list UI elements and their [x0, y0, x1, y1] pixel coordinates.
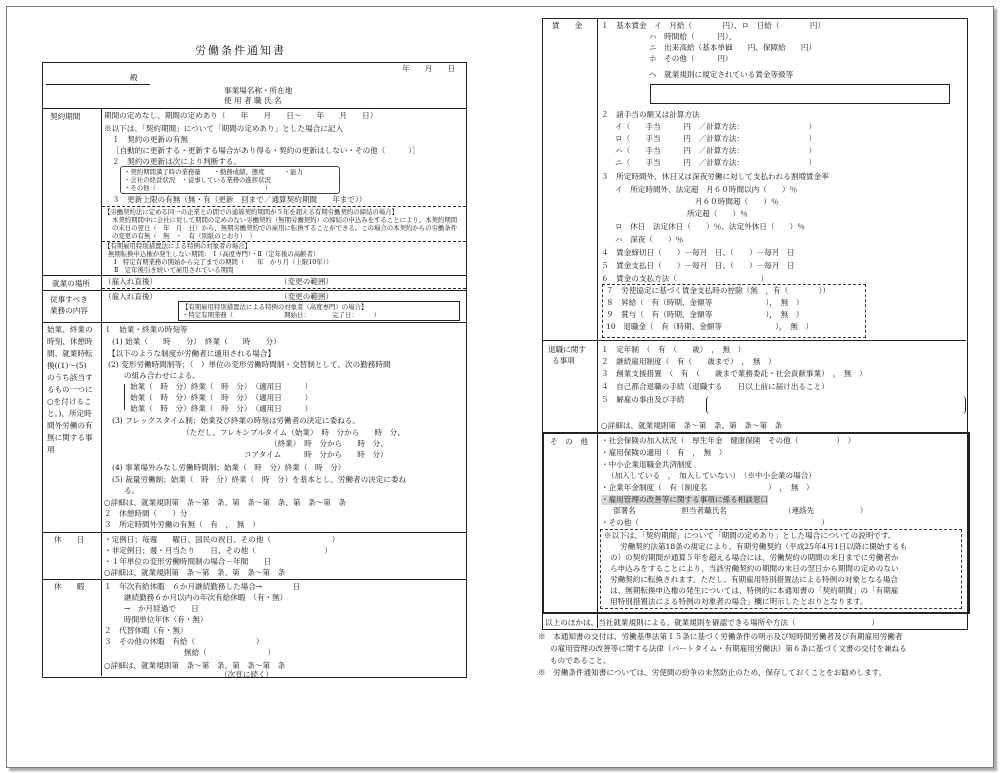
leave-line: １ 年次有給休暇 ６か月継続勤務した場合→ 日 — [104, 582, 301, 591]
wage-line: ３ 所定時間外、休日又は深夜労働に対して支払われる割増賃金率 — [601, 172, 829, 181]
wage-line: ハ（ 手当 円 ／計算方法： ） — [615, 146, 817, 155]
place-line: （雇入れ直後） — [104, 277, 158, 286]
footer-line: 以上のほかは、当社就業規則による。就業規則を確認できる場所や方法（ ） — [545, 618, 880, 627]
hours-heading: るもの一つに — [47, 385, 93, 394]
hours-line: 始業（ 時 分）終業（ 時 分） （適用日 ） — [130, 382, 313, 391]
wage-line: ８ 昇給（ 有（時期、金額等 ）， 無 ） — [606, 298, 804, 307]
contract-note-line: Ⅱ 定年後引き続いて雇用されている期間 — [114, 266, 234, 274]
note-line: 労働契約に転換されます。ただし、有期雇用特別措置法による特例の対象となる場合 — [610, 575, 898, 584]
wage-grade-input[interactable] — [650, 84, 950, 104]
note-line: 労働契約法第18条の規定により、有期労働契約（平成25年4月1日以降に開始するも — [620, 542, 908, 551]
hours-heading: 無に関する事 — [47, 433, 93, 442]
wage-line: イ 所定時間外、法定超 月６０時間以内（ ）％ — [615, 185, 798, 194]
document-title: 労働条件通知書 — [195, 44, 286, 57]
duty-special-box — [178, 301, 460, 321]
retire-heading: 退職に関す — [548, 345, 586, 354]
contract-note-line: Ⅰ 特定有期業務の開始から完了までの期間（ 年 かり月（上限10年）） — [114, 258, 333, 266]
hours-line: (3) フレックスタイム制；始業及び終業の時刻は労働者の決定に委ねる。 — [112, 416, 360, 425]
row-line — [42, 275, 466, 276]
contract-note-line: 【労働契約法に定める同一の企業との間での通算契約期間が５年を超える有期労働契約の締結の場合】 — [104, 208, 398, 216]
row-line — [102, 288, 466, 289]
other-line: 部署名 担当者職氏名 （連絡先 ） — [613, 506, 868, 515]
hours-heading: 項 — [47, 445, 55, 454]
wage-line: 所定超（ ）％ — [687, 209, 748, 218]
row-line — [42, 579, 466, 580]
contract-line: ・契約期間満了時の業務量 ・勤務成績、態度 ・能力 — [124, 168, 303, 176]
contract-line: １ 契約の更新の有無 — [112, 135, 188, 144]
other-line: （加入している ， 加入していない） （※中小企業の場合） — [607, 471, 816, 480]
footer-line: ※ 労働条件通知書については、労使間の紛争の未然防止のため、保存しておくことをお勧めします。 — [538, 668, 887, 677]
leave-line: 時間単位年休（有・無） — [124, 615, 208, 624]
shift-bracket — [124, 384, 125, 410]
hours-line: （終業） 時 分から 時 分、 — [270, 439, 388, 448]
renewal-criteria-bracket — [120, 166, 340, 194]
note-line: ※以下は、「契約期間」について「期間の定めあり」とした場合についての説明です。 — [604, 531, 896, 540]
hours-line: ３ 所定時間外労働の有無（ 有 ， 無 ） — [104, 520, 260, 529]
hours-heading: と。)、所定時 — [47, 409, 92, 418]
wage-line: ハ 時間給（ 円）、 — [649, 32, 737, 41]
leave-line: 継続勤務６か月以内の年次有給休暇 （有・無） — [124, 593, 288, 602]
retire-line: ５ 解雇の事由及び手続 — [601, 395, 685, 404]
other-line: ・企業年金制度（ 有（制度名 ） ， 無 ） — [601, 483, 814, 492]
wage-line: 月６０時間超（ ）％ — [695, 197, 779, 206]
hours-heading: 間外労働の有 — [47, 421, 93, 430]
note-line: の）の契約期間が通算５年を超える場合には、労働契約の期間の末日までに労働者か — [610, 553, 899, 562]
hours-line: １ 始業・終業の時刻等 — [104, 325, 188, 334]
row-line — [42, 108, 466, 109]
wage-line: ６ 賃金の支払方法（ ） — [601, 274, 769, 283]
hours-line: ２ 休憩時間（ ）分 — [104, 509, 188, 518]
contract-line: ・その他（ ） — [124, 184, 271, 192]
wage-line: ９ 賞与（ 有（時期、金額等 ）， 無 ） — [606, 310, 804, 319]
holiday-line: ・非定例日；週・月当たり 日、その他（ ） — [104, 546, 332, 555]
retire-line: ○詳細は、就業規則第 条～第 条、第 条～第 条 — [601, 421, 783, 430]
retire-line: ３ 創業支援措置 （ 有 （ 歳まで業務委託・社会貢献事業） ， 無 ） — [601, 369, 867, 378]
wage-line: 10 退職金（ 有（時期、金額等 ）， 無 ） — [606, 322, 814, 331]
hours-heading: 時刻、休憩時 — [47, 337, 93, 346]
retire-heading: る事項 — [552, 356, 575, 365]
duty-line: （変更の範囲） — [280, 292, 334, 301]
other-heading: そ の 他 — [550, 437, 588, 446]
other-line: ・社会保険の加入状況（ 厚生年金 健康保険 その他（ ） ） — [601, 436, 856, 445]
hours-line: の組み合わせによる。 — [124, 371, 200, 380]
other-line: ・雇用保険の適用（ 有 ， 無 ） — [601, 448, 727, 457]
wage-line: ロ（ 手当 円 ／計算方法： ） — [615, 134, 817, 143]
wage-line: イ（ 手当 円 ／計算方法： ） — [615, 122, 817, 131]
wage-line: ２ 諸手当の額又は計算方法 — [601, 110, 700, 119]
wage-line: ハ 深夜（ ）％ — [615, 235, 684, 244]
leave-line: 無給（ ） — [184, 648, 276, 657]
addressee-line — [46, 84, 150, 85]
holiday-heading: 休 日 — [54, 535, 85, 544]
contract-line: 期間の定めなし、期間の定めあり（ 年 月 日～ 年 月 日） — [104, 111, 378, 120]
issue-date: 年 月 日 — [402, 64, 456, 73]
duty-heading: 従事すべき — [50, 295, 88, 304]
hours-line: 【以下のような制度が労働者に適用される場合】 — [108, 349, 276, 358]
hours-line: (1) 始業（ 時 分） 終業（ 時 分） — [112, 337, 281, 346]
contract-note-line: 本契約期間中に会社に対して期間の定めのない労働契約（無期労働契約）の締結の申込みをすることにより、本契約期間の末日の翌日（ 年 月 日）から、無期労働契約での雇用に転換することができる。この場合の本契約からの労働条件の変更の有無（ 無 ・ 有（別紙のとおり） ） — [112, 216, 458, 240]
hours-line: コアタイム 時 分から 時 分） — [244, 450, 388, 459]
duty-heading: 業務の内容 — [50, 306, 88, 315]
contract-note-line: 無期転換申込権が発生しない期間： Ⅰ（高度専門）・Ⅱ（定年後の高齢者） — [108, 250, 320, 258]
contract-heading: 契約期間 — [50, 112, 81, 121]
duty-line: ・特定有期業務（ 開始日： 完了日： ） — [182, 311, 381, 319]
left-column-divider — [101, 108, 102, 676]
note-line: 用特別措置法による特例の対象者の場合」欄に明示したとおりとなります。 — [610, 597, 868, 606]
wage-line: ４ 賃金締切日（ ）－毎月 日、（ ）－毎月 日 — [601, 248, 795, 257]
other-line: ・中小企業退職金共済制度 — [601, 460, 693, 469]
hours-line: 始業（ 時 分）終業（ 時 分） （適用日 ） — [130, 404, 313, 413]
row-line — [542, 340, 966, 341]
duty-line: （雇入れ直後） — [104, 292, 158, 301]
hours-line: 始業（ 時 分）終業（ 時 分） （適用日 ） — [130, 393, 313, 402]
hours-line: (4) 事業場外みなし労働時間制；始業（ 時 分）終業（ 時 分） — [112, 463, 346, 472]
employer-name-label: 使 用 者 職 氏 名 — [224, 96, 282, 105]
holiday-line: ○詳細は、就業規則第 条～第 条、第 条～第 条 — [104, 568, 286, 577]
continued-note: （次頁に続く） — [220, 670, 274, 679]
leave-line: ２ 代替休暇（有・無） — [104, 626, 188, 635]
wage-line: ７ 労使協定に基づく賃金支払時の控除（無 ，有（ ）） — [606, 286, 831, 295]
leave-line: → か月経過で 日 — [124, 604, 199, 613]
footer-line: ※ 本通知書の交付は、労働基準法第１５条に基づく労働条件の明示及び短時間労働者及び有期雇用労働者 — [538, 632, 903, 641]
row-line — [42, 322, 466, 323]
contract-note-line: 【有期雇用特別措置法による特例の対象者の場合】 — [104, 242, 251, 250]
wage-line: ロ 休日 法定休日（ ）％、法定外休日（ ）％ — [615, 222, 805, 231]
hours-heading: 始業、終業の — [47, 325, 93, 334]
contract-line: ［自動的に更新する・更新する場合があり得る・契約の更新はしない・その他（ ）］ — [112, 146, 420, 155]
wage-line: ヘ 就業規則に規定されている賃金等級等 — [649, 70, 794, 79]
contract-line: ３ 更新上限の有無（無・有（更新 回まで／通算契約期間 年まで）） — [112, 195, 367, 204]
contract-line: ・会社の経営状況 ・従事している業務の進捗状況 — [124, 176, 271, 184]
duty-line: 【有期雇用特別措置法による特例の対象者（高度専門）の場合】 — [182, 303, 368, 311]
wage-line: ホ その他（ 円） — [649, 54, 733, 63]
hours-line: (2) 変形労働時間制等；（ ）単位の変形労働時間制・交替制として、次の勤務時間 — [108, 360, 391, 369]
hours-heading: 間、就業時転 — [47, 349, 93, 358]
consultation-desk-label: ・雇用管理の改善等に関する事項に係る相談窓口 — [601, 495, 769, 504]
place-heading: 就業の場所 — [52, 279, 90, 288]
hours-heading: のうち該当す — [47, 373, 93, 382]
employer-address-label: 事業場名称・所在地 — [224, 86, 293, 95]
other-line: ・その他（ ） — [601, 518, 829, 527]
dismissal-reason-bracket — [706, 396, 966, 414]
hours-line: ○詳細は、就業規則第 条～第 条、第 条～第 条、第 条～第 条 — [104, 498, 347, 507]
leave-line: ３ その他の休暇 有給（ ） — [104, 637, 264, 646]
wage-line: ニ 出来高給（基本単価 円、保障給 円） — [649, 43, 817, 52]
retire-line: ２ 継続雇用制度（ 有（ 歳まで） ， 無 ） — [601, 357, 776, 366]
footer-line: ものであること。 — [550, 656, 611, 665]
footer-line: の雇用管理の改善等に関する法律（パートタイム・有期雇用労働法）第６条に基づく文書の交付を兼ねる — [550, 644, 907, 653]
hours-line: る。 — [124, 486, 140, 495]
hours-line: （ただし、フレキシブルタイム（始業） 時 分から 時 分、 — [182, 428, 405, 437]
hours-heading: 換((1)～(5) — [47, 361, 87, 370]
note-line: ら申込みをすることにより、当該労働契約の期間の末日の翌日から期間の定めのない — [610, 564, 899, 573]
note-line: は、無期転換申込権の発生については、特例的に本通知書の「契約期間」の「有期雇 — [610, 586, 899, 595]
place-line: （変更の範囲） — [280, 277, 334, 286]
holiday-line: ・１年単位の変形労働時間制の場合－年間 日 — [104, 557, 272, 566]
retire-line: １ 定年制 （ 有 （ 歳） ， 無 ） — [601, 345, 746, 354]
contract-line: ※以下は、「契約期間」について「期間の定めあり」とした場合に記入 — [104, 124, 344, 133]
row-line — [42, 532, 466, 533]
leave-heading: 休 暇 — [54, 582, 85, 591]
hours-heading: ○を付けるこ — [47, 397, 92, 406]
wage-line: ５ 賃金支払日（ ）－毎月 日、（ ）－毎月 日 — [601, 261, 795, 270]
addressee: 殿 — [130, 73, 138, 82]
row-line — [102, 206, 466, 207]
leave-line: ○詳細は、就業規則第 条～第 条、第 条～第 条 — [104, 661, 286, 670]
wage-heading: 賃 金 — [552, 21, 583, 30]
hours-line: (5) 裁量労働制；始業（ 時 分）終業（ 時 分）を基本とし、労働者の決定に委ね — [112, 475, 407, 484]
contract-line: ２ 契約の更新は次により判断する。 — [112, 157, 242, 166]
retire-line: ４ 自己都合退職の手続（退職する 日以上前に届け出ること） — [601, 382, 829, 391]
holiday-line: ・定例日；毎週 曜日、国民の祝日、その他（ ） — [104, 535, 340, 544]
wage-line: １ 基本賃金 イ 月給（ 円）、ロ 日給（ 円） — [601, 21, 826, 30]
row-line — [42, 290, 466, 291]
wage-line: ニ（ 手当 円 ／計算方法： ） — [615, 158, 817, 167]
